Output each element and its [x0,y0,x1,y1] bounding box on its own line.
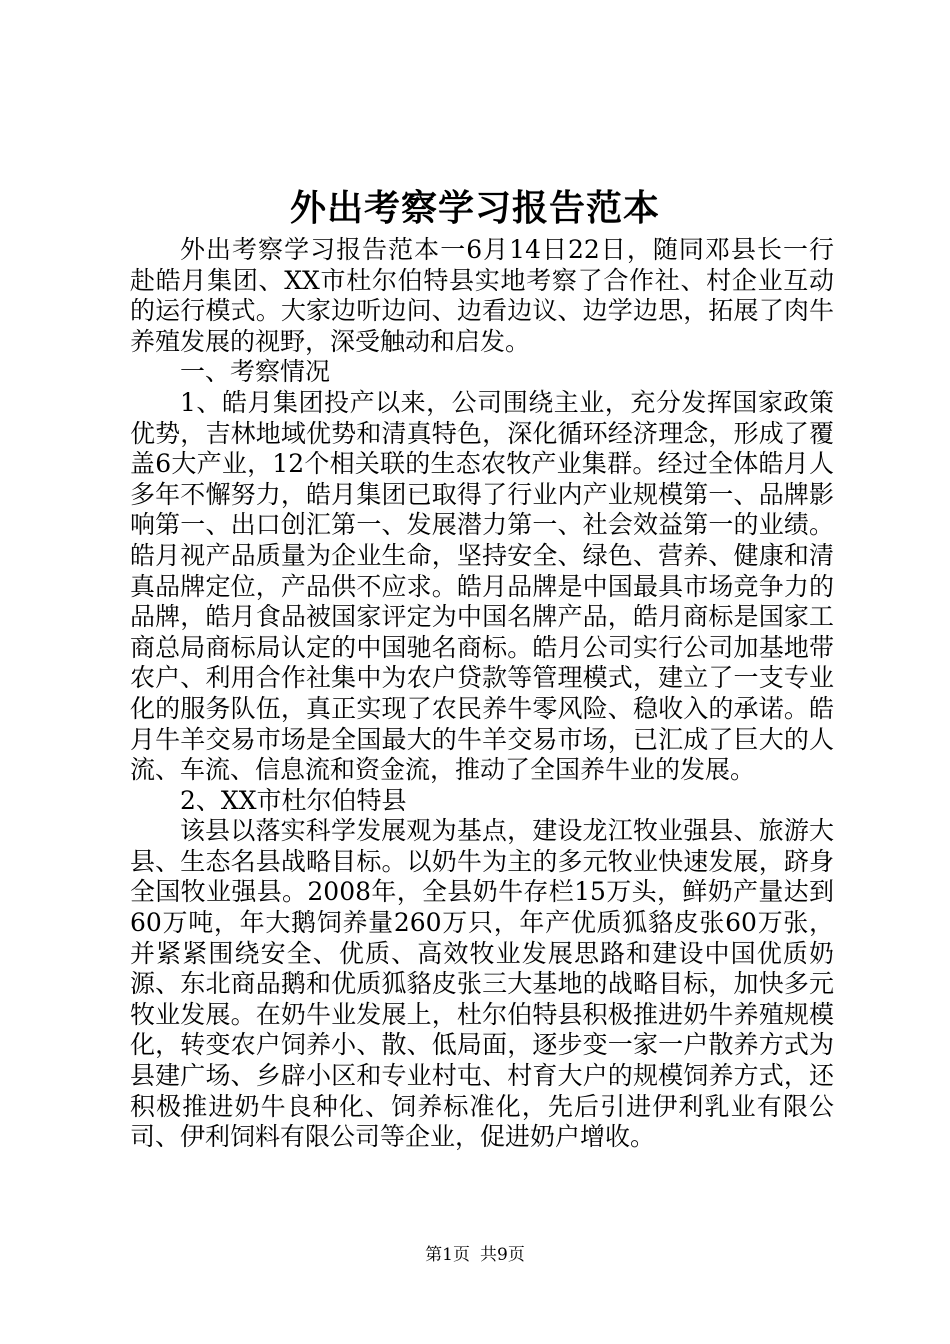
page-title: 外出考察学习报告范本 [289,187,660,229]
page-footer [0,1244,950,1266]
page-number: 第1页 [425,1245,470,1265]
paragraph-durbet-county: 该县以落实科学发展观为基点，建设龙江牧业强县、旅游大县、生态名县战略目标。以奶牛为主的多元牧业快速发展，跻身全国牧业强县。2008年，全县奶牛存栏15万头，鲜奶产量达到60万吨，年大鹅饲养量260万只，年产优质狐貉皮张60万张，并紧紧围绕安全、优质、高效牧业发展思路和建设中国优质奶源、东北商品鹅和优质狐貉皮张三大基地的战略目标，加快多元牧业发展。在奶牛业发展上，杜尔伯特县积极推进奶牛养殖规模化，转变农户饲养小、散、低局面，逐步变一家一户散养方式为县建广场、乡辟小区和专业村屯、村育大户的规模饲养方式，还积极推进奶牛良种化、饲养标准化，先后引进伊利乳业有限公司、伊利饲料有限公司等企业，促进奶户增收。 [130,816,834,1152]
paragraph-intro: 外出考察学习报告范本一6月14日22日，随同邓县长一行赴皓月集团、XX市杜尔伯特县实地考察了合作社、村企业互动的运行模式。大家边听边问、边看边议、边学边思，拓展了肉牛养殖发展的视野，深受触动和启发。 [130,235,834,356]
subheading-durbet-county: 2、XX市杜尔伯特县 [180,785,407,815]
section-heading-inspection: 一、考察情况 [180,357,331,387]
document-body [130,235,834,1153]
paragraph-haoyue-group: 1、皓月集团投产以来，公司围绕主业，充分发挥国家政策优势，吉林地域优势和清真特色，深化循环经济理念，形成了覆盖6大产业，12个相关联的生态农牧产业集群。经过全体皓月人多年不懈努力，皓月集团已取得了行业内产业规模第一、品牌影响第一、出口创汇第一、发展潜力第一、社会效益第一的业绩。皓月视产品质量为企业生命，坚持安全、绿色、营养、健康和清真品牌定位，产品供不应求。皓月品牌是中国最具市场竞争力的品牌，皓月食品被国家评定为中国名牌产品，皓月商标是国家工商总局商标局认定的中国驰名商标。皓月公司实行公司加基地带农户、利用合作社集中为农户贷款等管理模式，建立了一支专业化的服务队伍，真正实现了农民养牛零风险、稳收入的承诺。皓月牛羊交易市场是全国最大的牛羊交易市场，已汇成了巨大的人流、车流、信息流和资金流，推动了全国养牛业的发展。 [130,387,834,785]
page-total: 共9页 [480,1245,525,1265]
